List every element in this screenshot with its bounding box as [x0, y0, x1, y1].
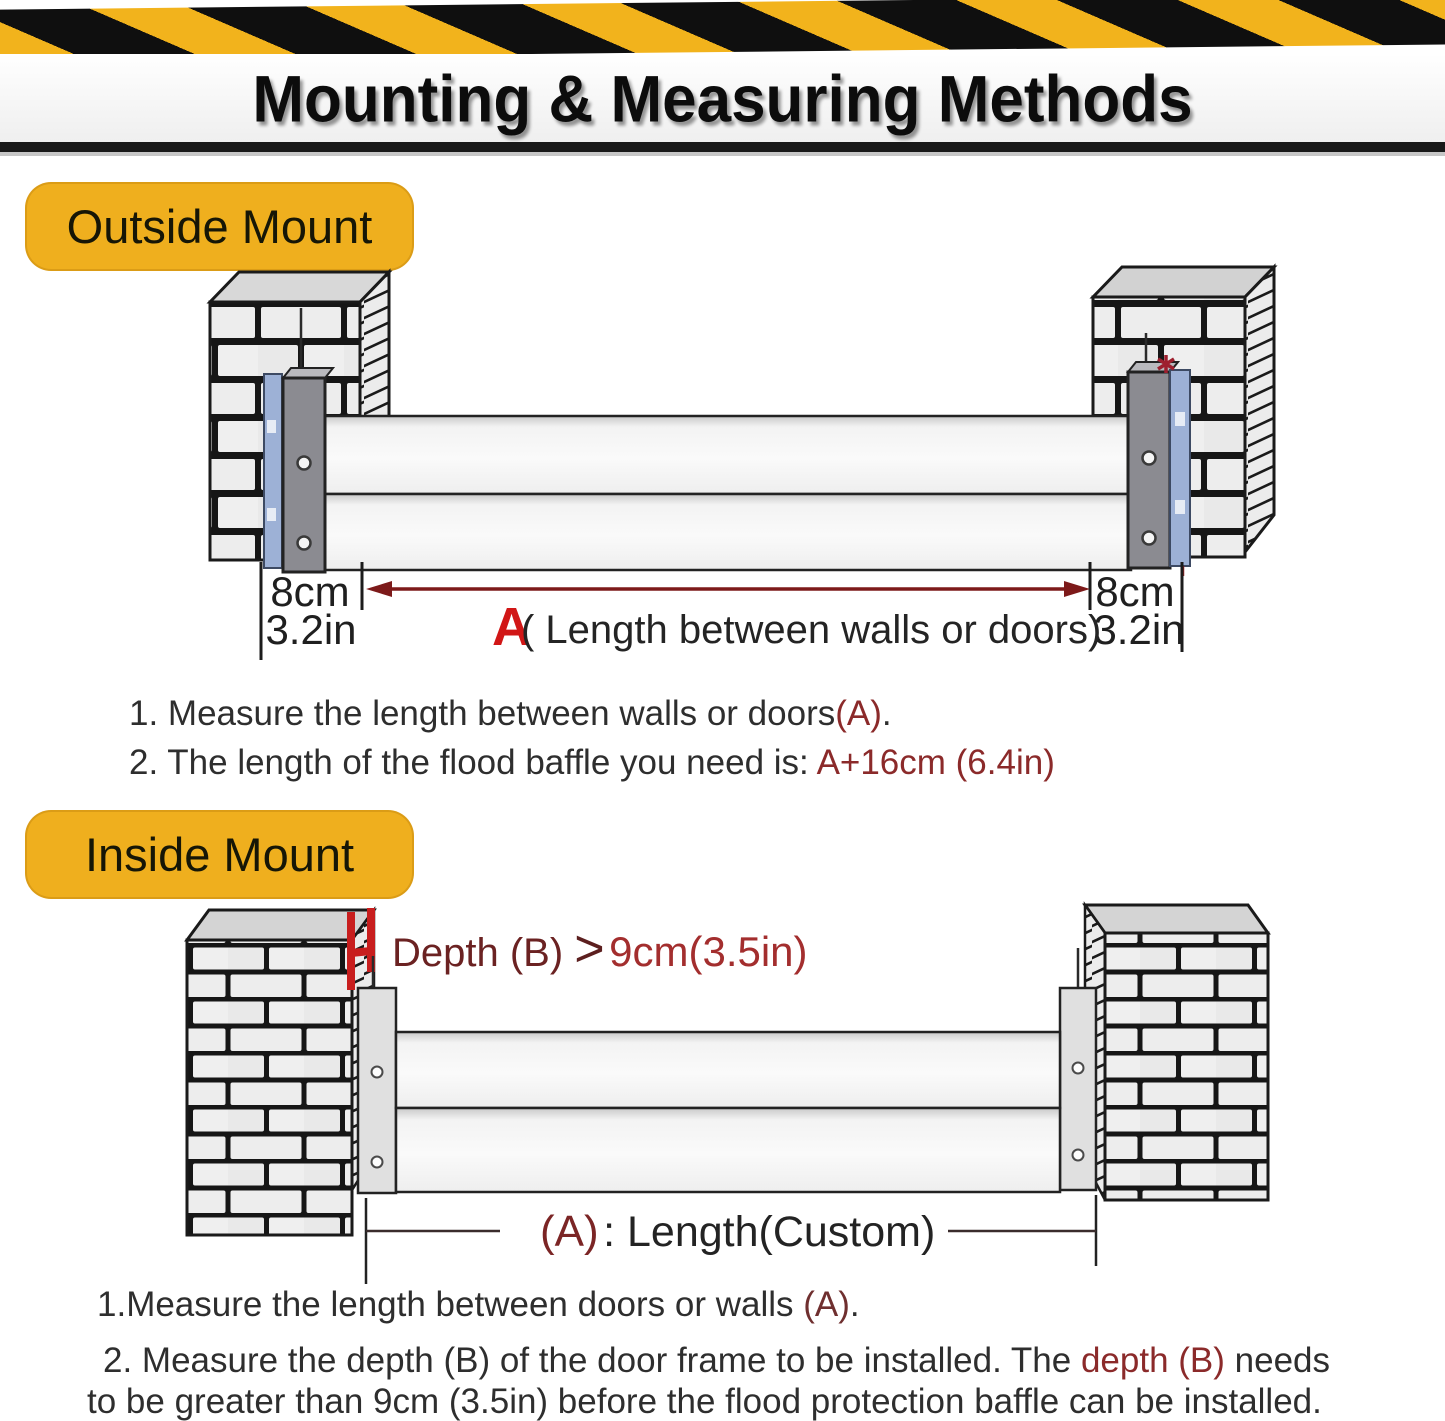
- divider-gray: [0, 152, 1445, 156]
- outside-step-1: 1. Measure the length between walls or doors(A).: [129, 694, 892, 733]
- depth-annotation: Depth (B) > 9cm(3.5in): [392, 920, 808, 978]
- left-offset-in: 3.2in: [265, 606, 357, 653]
- outside-dimension: [261, 562, 1185, 660]
- outside-left-channel: [264, 368, 333, 572]
- outside-barrier-panels: [325, 416, 1131, 570]
- inside-dimension: [366, 1195, 1096, 1284]
- inside-mount-label-text: Inside Mount: [84, 828, 355, 881]
- inside-mount-label: [25, 810, 414, 899]
- inside-step-2: 2. Measure the depth (B) of the door frame to be installed. The depth (B) needs: [103, 1341, 1331, 1380]
- outside-mount-diagram: [0, 260, 1445, 675]
- outside-mount-label-text: Outside Mount: [66, 200, 373, 253]
- inside-left-pillar: [187, 910, 374, 1235]
- inside-step-1: 1.Measure the length between doors or walls (A).: [97, 1285, 860, 1324]
- inside-barrier-panels: [396, 1032, 1060, 1192]
- page-title: Mounting & Measuring Methods: [252, 63, 1193, 137]
- outside-mount-label: [25, 182, 414, 271]
- left-offset-cm: 8cm: [270, 568, 350, 615]
- outside-step-2: 2. The length of the flood baffle you need is: A+16cm (6.4in): [129, 743, 1055, 782]
- dimension-a-caption: ( Length between walls or doors): [521, 608, 1102, 652]
- outside-right-channel: [1128, 362, 1190, 576]
- inside-step-2-continued: to be greater than 9cm (3.5in) before the flood protection baffle can be installed.: [87, 1382, 1322, 1421]
- inside-right-pillar: [1085, 905, 1268, 1200]
- dimension-a-letter: A: [492, 597, 531, 657]
- right-offset-in: 3.2in: [1093, 606, 1185, 653]
- inside-left-plate: [358, 956, 396, 1193]
- right-offset-cm: 8cm: [1095, 568, 1175, 615]
- divider-dark: [0, 142, 1445, 152]
- inside-mount-diagram: [0, 895, 1445, 1295]
- length-custom-annotation: (A) : Length(Custom): [540, 1207, 936, 1256]
